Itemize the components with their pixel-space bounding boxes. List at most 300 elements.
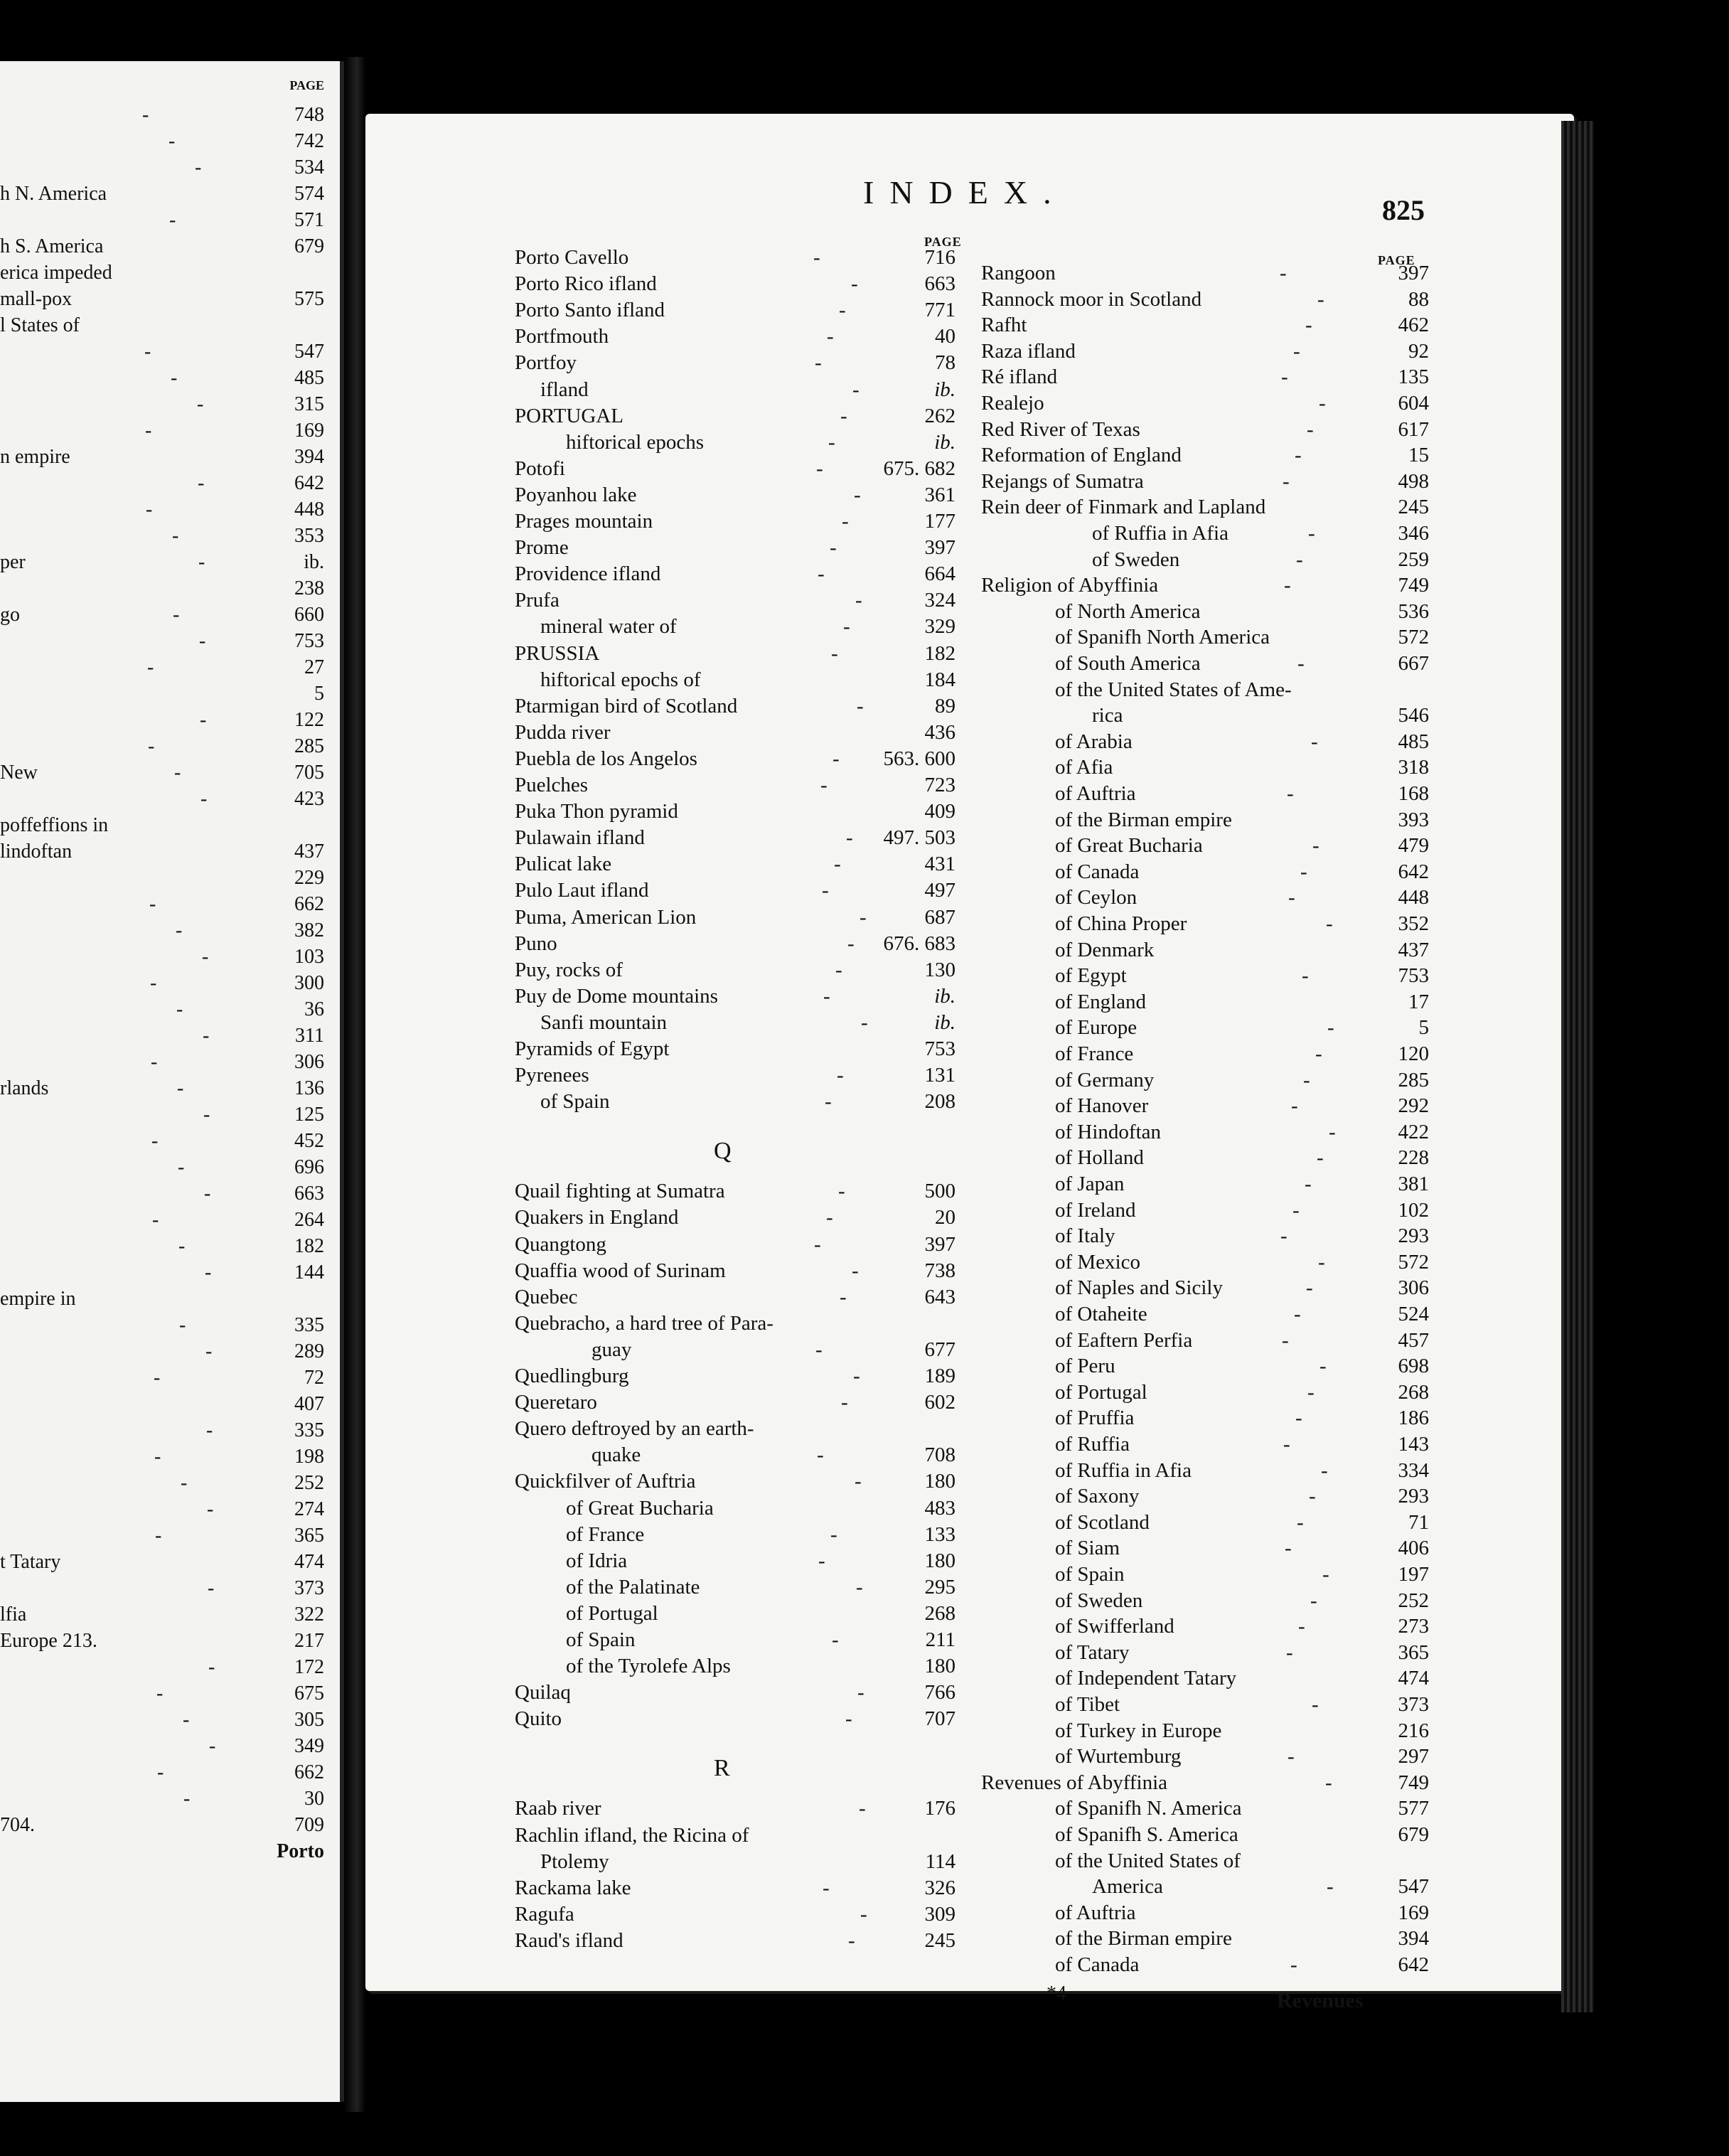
index-entry bbox=[981, 1407, 1429, 1432]
leader-dash: - bbox=[848, 1928, 855, 1952]
left-index-entry-text: lindoftan bbox=[0, 840, 73, 863]
left-index-page-ref: 394 bbox=[294, 446, 324, 468]
index-entry bbox=[981, 1589, 1429, 1615]
left-index-row bbox=[0, 893, 340, 919]
left-index-page-ref: 705 bbox=[294, 762, 324, 784]
index-entry bbox=[515, 378, 956, 404]
index-page-ref: 346 bbox=[1398, 522, 1429, 545]
leader-dash: - bbox=[830, 1522, 837, 1546]
index-entry bbox=[515, 1286, 956, 1311]
index-page-ref: 394 bbox=[1398, 1927, 1429, 1950]
leader-dash: - bbox=[827, 325, 834, 348]
index-entry bbox=[981, 1875, 1429, 1901]
leader-dash: - bbox=[1282, 1328, 1289, 1352]
index-entry-text: Providence ifland bbox=[515, 562, 661, 586]
index-page-ref: 406 bbox=[1398, 1537, 1429, 1560]
index-page-ref: 245 bbox=[924, 1928, 956, 1952]
index-entry bbox=[515, 1206, 956, 1232]
leader-dash: - bbox=[1296, 548, 1303, 571]
index-entry bbox=[981, 1563, 1429, 1589]
left-index-page-ref: 136 bbox=[294, 1077, 324, 1099]
left-index-row bbox=[0, 1156, 340, 1182]
index-page-ref: 133 bbox=[924, 1522, 956, 1546]
left-index-row bbox=[0, 656, 340, 682]
leader-dash: - bbox=[203, 1104, 210, 1126]
left-index-row bbox=[0, 183, 340, 208]
index-entry-text: of Wurtemburg bbox=[1055, 1745, 1182, 1768]
left-index-page-ref: 679 bbox=[294, 235, 324, 257]
left-index-page-ref: 642 bbox=[294, 472, 324, 494]
index-entry bbox=[981, 1615, 1429, 1640]
index-entry bbox=[981, 365, 1429, 391]
index-entry-text: of Pruffia bbox=[1055, 1407, 1135, 1430]
index-page-ref: 547 bbox=[1398, 1875, 1429, 1899]
index-entry bbox=[515, 1233, 956, 1259]
left-index-page-ref: 289 bbox=[294, 1340, 324, 1362]
leader-dash: - bbox=[178, 1235, 186, 1257]
index-entry-text: Quail fighting at Sumatra bbox=[515, 1180, 725, 1203]
leader-dash: - bbox=[1311, 730, 1318, 753]
left-index-row bbox=[0, 735, 340, 761]
left-index-page-ref: 306 bbox=[294, 1051, 324, 1073]
column-2-page-header: PAGE bbox=[1378, 253, 1415, 267]
index-entry bbox=[981, 1224, 1429, 1250]
index-page-ref: 679 bbox=[1398, 1823, 1429, 1846]
leader-dash: - bbox=[1327, 1016, 1334, 1040]
left-index-row bbox=[0, 1446, 340, 1471]
index-page-ref: 186 bbox=[1398, 1407, 1429, 1430]
left-index-page-ref: 305 bbox=[294, 1709, 324, 1731]
left-index-row bbox=[0, 367, 340, 393]
left-index-row bbox=[0, 314, 340, 340]
index-entry bbox=[981, 1121, 1429, 1146]
index-entry bbox=[981, 1901, 1429, 1927]
left-index-entry-text: mall-pox bbox=[0, 288, 73, 310]
left-index-page-ref: 423 bbox=[294, 788, 324, 810]
leader-dash: - bbox=[1294, 1303, 1301, 1325]
leader-dash: - bbox=[820, 774, 828, 796]
index-entry bbox=[981, 1251, 1429, 1276]
leader-dash: - bbox=[183, 1709, 190, 1731]
left-index-page-ref: 485 bbox=[294, 367, 324, 389]
index-entry bbox=[515, 1497, 956, 1522]
left-index-page-ref: 675 bbox=[294, 1682, 324, 1704]
leader-dash: - bbox=[842, 510, 849, 533]
index-entry-text: Puy de Dome mountains bbox=[515, 984, 718, 1008]
index-entry-text: of Portugal bbox=[1055, 1380, 1147, 1404]
index-page-ref: 78 bbox=[935, 351, 956, 375]
index-page-ref: 71 bbox=[1408, 1510, 1429, 1534]
index-page-ref: 563. 600 bbox=[883, 747, 956, 770]
index-entry-text: of Italy bbox=[1055, 1224, 1115, 1248]
index-page-ref: 197 bbox=[1398, 1563, 1429, 1586]
index-entry-text: of Ruffia in Afia bbox=[1055, 1458, 1192, 1482]
left-index-row bbox=[0, 998, 340, 1024]
index-entry-text: Quebracho, a hard tree of Para- bbox=[515, 1311, 774, 1335]
left-index-row bbox=[0, 788, 340, 813]
left-index-page-ref: 125 bbox=[294, 1104, 324, 1126]
index-entry-text: Rejangs of Sumatra bbox=[981, 469, 1144, 493]
leader-dash: - bbox=[1302, 964, 1309, 988]
index-page-ref: 168 bbox=[1398, 782, 1429, 805]
index-page-ref: 753 bbox=[924, 1037, 956, 1060]
index-entry-text: Rafht bbox=[981, 314, 1027, 337]
left-index-row bbox=[0, 840, 340, 866]
index-entry bbox=[981, 782, 1429, 808]
index-entry bbox=[981, 1459, 1429, 1485]
leader-dash: - bbox=[839, 299, 846, 322]
index-page-ref: 334 bbox=[1398, 1458, 1429, 1482]
index-page-ref: 497. 503 bbox=[883, 826, 956, 850]
left-index-entry-text: poffeffions in bbox=[0, 814, 109, 836]
index-page-ref: 664 bbox=[924, 562, 956, 586]
index-entry bbox=[981, 574, 1429, 599]
left-index-page-ref: 534 bbox=[294, 156, 324, 178]
left-index-row bbox=[0, 1840, 340, 1866]
index-entry-text: Queretaro bbox=[515, 1391, 597, 1414]
index-entry bbox=[515, 431, 956, 457]
left-index-row bbox=[0, 498, 340, 524]
section-letter: Q bbox=[714, 1137, 732, 1164]
index-entry bbox=[515, 1655, 956, 1680]
leader-dash: - bbox=[837, 1064, 844, 1087]
index-entry bbox=[515, 299, 956, 324]
left-index-row bbox=[0, 1814, 340, 1840]
left-index-entry-text: lfia bbox=[0, 1603, 27, 1626]
index-page-ref: 228 bbox=[1398, 1146, 1429, 1170]
left-index-row bbox=[0, 341, 340, 366]
index-entry-text: of Auftria bbox=[1055, 782, 1136, 805]
index-page-ref: 677 bbox=[924, 1338, 956, 1361]
leader-dash: - bbox=[857, 1681, 864, 1704]
index-entry-text: Quaffia wood of Surinam bbox=[515, 1259, 726, 1282]
index-entry-text: of Swifferland bbox=[1055, 1615, 1174, 1638]
leader-dash: - bbox=[150, 972, 157, 994]
index-page-ref: 667 bbox=[1398, 652, 1429, 675]
leader-dash: - bbox=[209, 1735, 216, 1757]
leader-dash: - bbox=[1280, 1224, 1288, 1248]
left-index-page-ref: ib. bbox=[304, 551, 324, 573]
index-entry bbox=[515, 562, 956, 588]
leader-dash: - bbox=[183, 1788, 191, 1810]
index-entry bbox=[515, 1523, 956, 1549]
index-page-ref: 749 bbox=[1398, 574, 1429, 597]
leader-dash: - bbox=[1310, 1589, 1317, 1612]
index-page-ref: 675. 682 bbox=[883, 457, 956, 480]
index-entry bbox=[981, 939, 1429, 964]
index-entry-text: hiftorical epochs bbox=[566, 430, 705, 454]
index-entry bbox=[981, 1199, 1429, 1224]
page-title: INDEX. bbox=[863, 174, 1067, 210]
index-page-ref: 676. 683 bbox=[883, 932, 956, 955]
index-entry bbox=[981, 1146, 1429, 1172]
index-entry-text: of Spain bbox=[566, 1628, 636, 1652]
index-entry-text: of Great Bucharia bbox=[566, 1496, 714, 1520]
index-page-ref: 687 bbox=[924, 905, 956, 929]
left-index-entry-text: New bbox=[0, 762, 38, 784]
leader-dash: - bbox=[1322, 1563, 1329, 1586]
leader-dash: - bbox=[831, 641, 838, 665]
index-entry-text: Raab river bbox=[515, 1797, 601, 1820]
index-entry bbox=[981, 756, 1429, 781]
index-entry-text: Quangtong bbox=[515, 1232, 606, 1256]
right-page bbox=[365, 114, 1574, 2012]
index-entry-text: of Denmark bbox=[1055, 938, 1155, 961]
leader-dash: - bbox=[199, 630, 206, 652]
index-entry-text: Puno bbox=[515, 932, 557, 955]
leader-dash: - bbox=[1327, 1875, 1334, 1899]
index-entry-text: Pulawain ifland bbox=[515, 826, 645, 850]
index-entry-text: Rackama lake bbox=[515, 1876, 631, 1899]
leader-dash: - bbox=[823, 984, 830, 1008]
index-entry bbox=[981, 860, 1429, 886]
leader-dash: - bbox=[1309, 1485, 1316, 1508]
index-entry-text: of Canada bbox=[1055, 1953, 1140, 1976]
left-index-row bbox=[0, 867, 340, 892]
index-entry bbox=[515, 1549, 956, 1575]
index-entry bbox=[981, 626, 1429, 651]
leader-dash: - bbox=[142, 104, 149, 126]
leader-dash: - bbox=[145, 420, 152, 442]
index-page-ref: 273 bbox=[1398, 1615, 1429, 1638]
index-entry bbox=[981, 1381, 1429, 1407]
index-page-ref: 5 bbox=[1418, 1016, 1429, 1040]
index-entry bbox=[981, 886, 1429, 912]
index-entry-text: Puma, American Lion bbox=[515, 905, 697, 929]
index-page-ref: 88 bbox=[1408, 287, 1429, 311]
index-entry bbox=[981, 1927, 1429, 1953]
index-entry-text: hiftorical epochs of bbox=[540, 668, 701, 691]
index-entry-text: of Spain bbox=[1055, 1563, 1125, 1586]
index-page-ref: 102 bbox=[1398, 1198, 1429, 1222]
index-page-ref: 114 bbox=[925, 1850, 956, 1873]
index-entry-text: of the Birman empire bbox=[1055, 1927, 1232, 1950]
index-entry bbox=[515, 826, 956, 852]
column-1-page-header: PAGE bbox=[924, 235, 962, 249]
index-page-ref: 211 bbox=[925, 1628, 956, 1652]
index-page-ref: 17 bbox=[1408, 990, 1429, 1013]
index-entry bbox=[515, 325, 956, 351]
index-entry bbox=[515, 747, 956, 773]
left-index-page-ref: 122 bbox=[294, 709, 324, 731]
index-entry-text: Puka Thon pyramid bbox=[515, 800, 678, 823]
index-entry-text: of Arabia bbox=[1055, 730, 1133, 753]
index-page-ref: 708 bbox=[924, 1443, 956, 1467]
index-page-ref: 306 bbox=[1398, 1276, 1429, 1300]
index-entry-text: of the United States of bbox=[1055, 1849, 1241, 1872]
leader-dash: - bbox=[1288, 886, 1295, 909]
index-page-ref: 373 bbox=[1398, 1693, 1429, 1716]
left-index-page-ref: 547 bbox=[294, 341, 324, 363]
left-index-row bbox=[0, 630, 340, 656]
index-entry-text: Raud's ifland bbox=[515, 1928, 623, 1952]
index-page-ref: 169 bbox=[1398, 1901, 1429, 1924]
index-entry bbox=[981, 1537, 1429, 1562]
index-page-ref: 92 bbox=[1408, 339, 1429, 363]
leader-dash: - bbox=[815, 1338, 823, 1361]
index-entry bbox=[515, 774, 956, 799]
index-entry bbox=[515, 484, 956, 509]
index-entry bbox=[515, 1011, 956, 1037]
leader-dash: - bbox=[1307, 417, 1314, 441]
index-entry bbox=[981, 314, 1429, 339]
leader-dash: - bbox=[1325, 1771, 1332, 1794]
left-index-row bbox=[0, 1656, 340, 1682]
leader-dash: - bbox=[817, 1443, 824, 1467]
index-entry-text: of Tatary bbox=[1055, 1640, 1130, 1664]
left-index-row bbox=[0, 235, 340, 261]
index-entry-text: of the Palatinate bbox=[566, 1575, 700, 1599]
index-entry-text: Puelches bbox=[515, 774, 589, 796]
leader-dash: - bbox=[852, 378, 860, 401]
left-index-page-ref: 373 bbox=[294, 1577, 324, 1599]
leader-dash: - bbox=[1307, 1380, 1315, 1404]
leader-dash: - bbox=[1298, 1615, 1305, 1638]
index-page-ref: ib. bbox=[934, 1010, 956, 1034]
index-entry bbox=[981, 1511, 1429, 1537]
index-page-ref: 698 bbox=[1398, 1355, 1429, 1378]
left-index-page-ref: 300 bbox=[294, 972, 324, 994]
leader-dash: - bbox=[149, 893, 156, 915]
index-entry bbox=[981, 1641, 1429, 1667]
leader-dash: - bbox=[1305, 314, 1312, 337]
index-page-ref: 309 bbox=[924, 1902, 956, 1926]
index-entry-text: Ré ifland bbox=[981, 365, 1058, 389]
index-page-ref: 189 bbox=[924, 1365, 956, 1388]
leader-dash: - bbox=[144, 341, 151, 363]
index-page-ref: 448 bbox=[1398, 886, 1429, 909]
index-entry bbox=[515, 246, 956, 272]
index-entry bbox=[981, 1823, 1429, 1849]
leader-dash: - bbox=[813, 246, 820, 269]
left-index-page-ref: 36 bbox=[304, 998, 324, 1020]
index-entry bbox=[515, 800, 956, 826]
index-entry bbox=[981, 1094, 1429, 1120]
leader-dash: - bbox=[151, 1130, 159, 1152]
left-index-row bbox=[0, 1498, 340, 1524]
index-entry bbox=[981, 1850, 1429, 1875]
index-page-ref: 293 bbox=[1398, 1224, 1429, 1248]
catchword: Revenues bbox=[1277, 1989, 1364, 2012]
index-page-ref: 180 bbox=[924, 1470, 956, 1493]
index-entry bbox=[515, 1929, 956, 1955]
index-entry bbox=[515, 959, 956, 984]
left-index-page-ref: 182 bbox=[294, 1235, 324, 1257]
left-index-page-ref: 103 bbox=[294, 946, 324, 968]
index-entry bbox=[515, 853, 956, 878]
index-entry bbox=[981, 704, 1429, 730]
index-page-ref: 462 bbox=[1398, 314, 1429, 337]
index-entry-text: of France bbox=[566, 1522, 645, 1546]
leader-dash: - bbox=[208, 1656, 215, 1678]
leader-dash: - bbox=[834, 853, 841, 876]
left-index-row bbox=[0, 814, 340, 840]
left-index-entry-text: h S. America bbox=[0, 235, 104, 257]
index-entry bbox=[981, 1329, 1429, 1355]
index-page-ref: 643 bbox=[924, 1285, 956, 1308]
leader-dash: - bbox=[208, 1577, 215, 1599]
index-entry bbox=[515, 1417, 956, 1443]
index-entry-text: of Canada bbox=[1055, 860, 1140, 883]
index-entry-text: of Naples and Sicily bbox=[1055, 1276, 1223, 1300]
left-page-column-header: PAGE bbox=[289, 78, 324, 92]
left-index-entry-text: rlands bbox=[0, 1077, 49, 1099]
index-entry bbox=[515, 589, 956, 614]
index-page-ref: 245 bbox=[1398, 496, 1429, 519]
leader-dash: - bbox=[1280, 262, 1287, 284]
index-entry-text: Poyanhou lake bbox=[515, 483, 637, 506]
index-page-ref: 326 bbox=[924, 1876, 956, 1899]
index-entry bbox=[981, 496, 1429, 521]
index-entry-text: Quilaq bbox=[515, 1681, 571, 1704]
leader-dash: - bbox=[171, 367, 178, 389]
index-page-ref: 642 bbox=[1398, 860, 1429, 883]
leader-dash: - bbox=[204, 1183, 211, 1205]
leader-dash: - bbox=[855, 1470, 862, 1493]
index-page-ref: 15 bbox=[1408, 444, 1429, 467]
index-entry-text: of Peru bbox=[1055, 1355, 1115, 1378]
leader-dash: - bbox=[1295, 444, 1302, 467]
index-page-ref: 293 bbox=[1398, 1485, 1429, 1508]
leader-dash: - bbox=[818, 562, 825, 586]
index-page-ref: 663 bbox=[924, 272, 956, 296]
left-index-page-ref: 315 bbox=[294, 393, 324, 415]
index-page-ref: 617 bbox=[1398, 417, 1429, 441]
index-entry-text: Potofi bbox=[515, 457, 565, 480]
index-page-ref: 546 bbox=[1398, 704, 1429, 727]
left-index-page-ref: 571 bbox=[294, 209, 324, 231]
index-entry bbox=[981, 1016, 1429, 1042]
index-entry bbox=[981, 1276, 1429, 1302]
index-page-ref: 524 bbox=[1398, 1303, 1429, 1325]
leader-dash: - bbox=[857, 694, 864, 717]
index-page-ref: 295 bbox=[924, 1575, 956, 1599]
left-index-row bbox=[0, 288, 340, 314]
book-gutter bbox=[344, 57, 365, 2112]
leader-dash: - bbox=[176, 919, 183, 941]
index-entry-text: Quero deftroyed by an earth- bbox=[515, 1417, 754, 1441]
leader-dash: - bbox=[1292, 1198, 1300, 1222]
leader-dash: - bbox=[1283, 469, 1290, 493]
leader-dash: - bbox=[845, 1707, 852, 1731]
left-index-row bbox=[0, 1288, 340, 1313]
index-entry bbox=[515, 1903, 956, 1928]
leader-dash: - bbox=[822, 879, 829, 902]
index-page-ref: 577 bbox=[1398, 1797, 1429, 1820]
index-page-ref: 268 bbox=[1398, 1380, 1429, 1404]
leader-dash: - bbox=[1300, 860, 1307, 883]
index-page-ref: 409 bbox=[924, 800, 956, 823]
index-entry bbox=[981, 1953, 1429, 1979]
index-entry-text: of Portugal bbox=[566, 1601, 658, 1625]
index-entry-text: of Scotland bbox=[1055, 1510, 1150, 1534]
index-entry bbox=[515, 1090, 956, 1116]
leader-dash: - bbox=[198, 551, 205, 573]
index-entry-text: of Idria bbox=[566, 1549, 628, 1572]
leader-dash: - bbox=[1308, 522, 1315, 545]
index-entry-text: rica bbox=[1092, 704, 1123, 727]
left-index-row bbox=[0, 1025, 340, 1050]
index-page-ref: 268 bbox=[924, 1601, 956, 1625]
left-index-page-ref: 252 bbox=[294, 1472, 324, 1494]
index-page-ref: 20 bbox=[935, 1206, 956, 1229]
left-index-page-ref: 437 bbox=[294, 840, 324, 863]
leader-dash: - bbox=[174, 762, 181, 784]
left-index-row bbox=[0, 1209, 340, 1234]
leader-dash: - bbox=[1288, 1745, 1295, 1768]
leader-dash: - bbox=[155, 1525, 162, 1547]
left-index-page-ref: 452 bbox=[294, 1130, 324, 1152]
